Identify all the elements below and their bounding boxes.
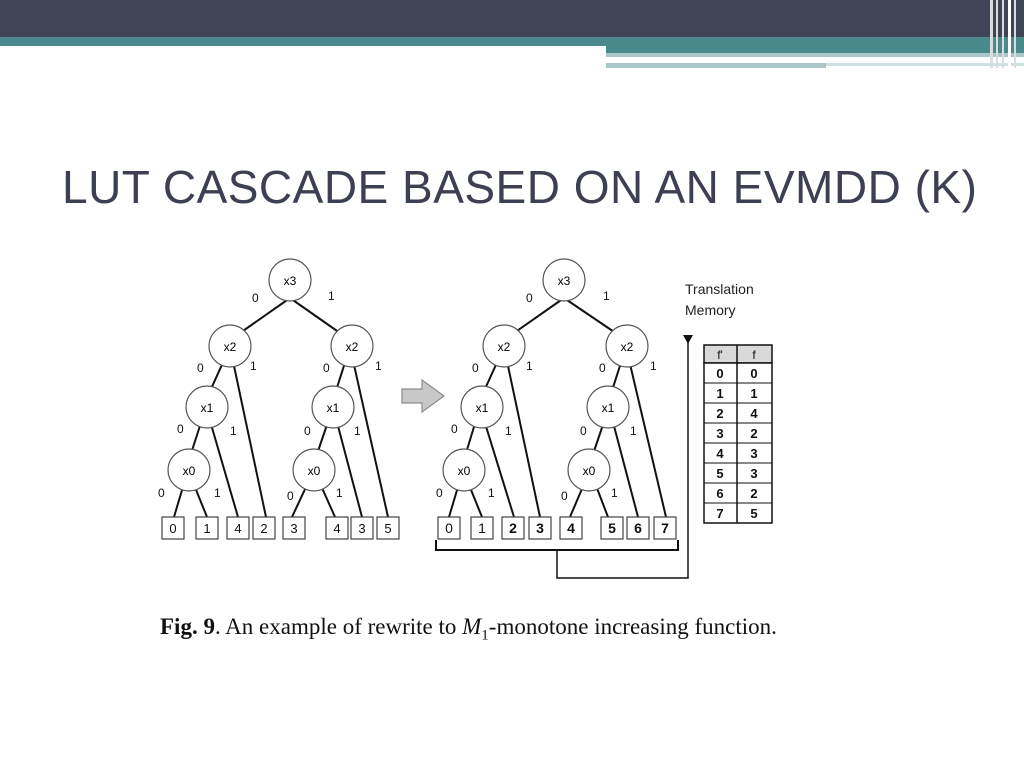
table-cell: 7: [716, 506, 724, 521]
edge-label: 1: [230, 424, 237, 438]
node-label: x0: [182, 464, 196, 478]
math-symbol: [462, 614, 489, 644]
left-tree: [168, 259, 373, 491]
transform-arrow-icon: [402, 380, 444, 412]
edge-label: 1: [375, 359, 382, 373]
leaf-label: 3: [358, 521, 366, 536]
edge-label: 1: [336, 486, 343, 500]
leaf-label: 2: [509, 520, 517, 536]
node-label: x1: [200, 401, 214, 415]
edge-label: 0: [599, 361, 606, 375]
leaf-label: 3: [290, 521, 298, 536]
node-label: x0: [307, 464, 321, 478]
edge-label: 1: [526, 359, 533, 373]
table-cell: 1: [716, 386, 724, 401]
leaf-label: 4: [333, 521, 341, 536]
edge-label: 1: [488, 486, 495, 500]
figure-number: Fig. 9: [160, 614, 215, 639]
edge-label: 0: [323, 361, 330, 375]
translation-memory-label: Translation: [685, 281, 754, 297]
leaf-label: 6: [634, 520, 642, 536]
edge-label: 0: [287, 489, 294, 503]
table-cell: 3: [716, 426, 724, 441]
edge-label: 0: [177, 422, 184, 436]
table-cell: 4: [750, 406, 758, 421]
node-label: x2: [345, 340, 359, 354]
table-header: f': [717, 348, 723, 362]
table-cell: 4: [716, 446, 724, 461]
leaf-label: 5: [608, 520, 616, 536]
leaf-label: 1: [203, 521, 211, 536]
node-label: x2: [620, 340, 634, 354]
edge-label: 0: [526, 291, 533, 305]
table-cell: 1: [750, 386, 758, 401]
caption-text: . An example of rewrite to: [214, 614, 463, 639]
table-cell: 5: [750, 506, 758, 521]
edge-label: 0: [436, 486, 443, 500]
table-header: f: [752, 348, 756, 362]
leaf-label: 0: [445, 520, 453, 536]
leaf-label: 5: [384, 521, 392, 536]
leaf-label: 1: [478, 520, 486, 536]
figure-caption: [160, 612, 800, 651]
leaf-label: 7: [661, 520, 669, 536]
slide-title: LUT CASCADE BASED ON AN EVMDD (K): [62, 161, 978, 213]
edge-label: 0: [472, 361, 479, 375]
edge-label: 0: [158, 486, 165, 500]
edge-label: 0: [561, 489, 568, 503]
edge-label: 1: [603, 289, 610, 303]
edge-label: 0: [252, 291, 259, 305]
node-label: x2: [223, 340, 237, 354]
node-label: x1: [475, 401, 489, 415]
table-cell: 0: [716, 366, 724, 381]
translation-memory-label: Memory: [685, 302, 736, 318]
edge-label: 1: [505, 424, 512, 438]
node-label: x1: [326, 401, 340, 415]
evmdd-figure: [140, 250, 800, 590]
node-label: x3: [283, 274, 297, 288]
translation-memory-table: [704, 345, 772, 523]
header-banner: [0, 0, 1024, 80]
edge-label: 0: [304, 424, 311, 438]
edge-label: 0: [580, 424, 587, 438]
edge-label: 0: [197, 361, 204, 375]
table-cell: 3: [750, 466, 758, 481]
leaf-label: 0: [169, 521, 177, 536]
edge-label: 1: [250, 359, 257, 373]
caption-text: -monotone increasing function.: [488, 614, 777, 639]
node-label: x1: [601, 401, 615, 415]
table-cell: 2: [716, 406, 724, 421]
table-cell: 5: [716, 466, 724, 481]
node-label: x0: [457, 464, 471, 478]
node-label: x2: [497, 340, 511, 354]
table-cell: 2: [750, 486, 758, 501]
edge-label: 1: [630, 424, 637, 438]
table-cell: 3: [750, 446, 758, 461]
leaf-label: 4: [567, 520, 575, 536]
table-cell: 0: [750, 366, 758, 381]
edge-label: 1: [354, 424, 361, 438]
leaf-label: 4: [234, 521, 242, 536]
edge-label: 1: [611, 486, 618, 500]
edge-label: 1: [650, 359, 657, 373]
edge-label: 1: [328, 289, 335, 303]
table-cell: 6: [716, 486, 724, 501]
leaf-label: 2: [260, 521, 268, 536]
math-letter: M: [462, 614, 482, 639]
edge-label: 0: [451, 422, 458, 436]
leaf-label: 3: [536, 520, 544, 536]
node-label: x0: [582, 464, 596, 478]
math-subscript: 1: [481, 627, 489, 644]
edge-label: 1: [214, 486, 221, 500]
table-cell: 2: [750, 426, 758, 441]
node-label: x3: [557, 274, 571, 288]
